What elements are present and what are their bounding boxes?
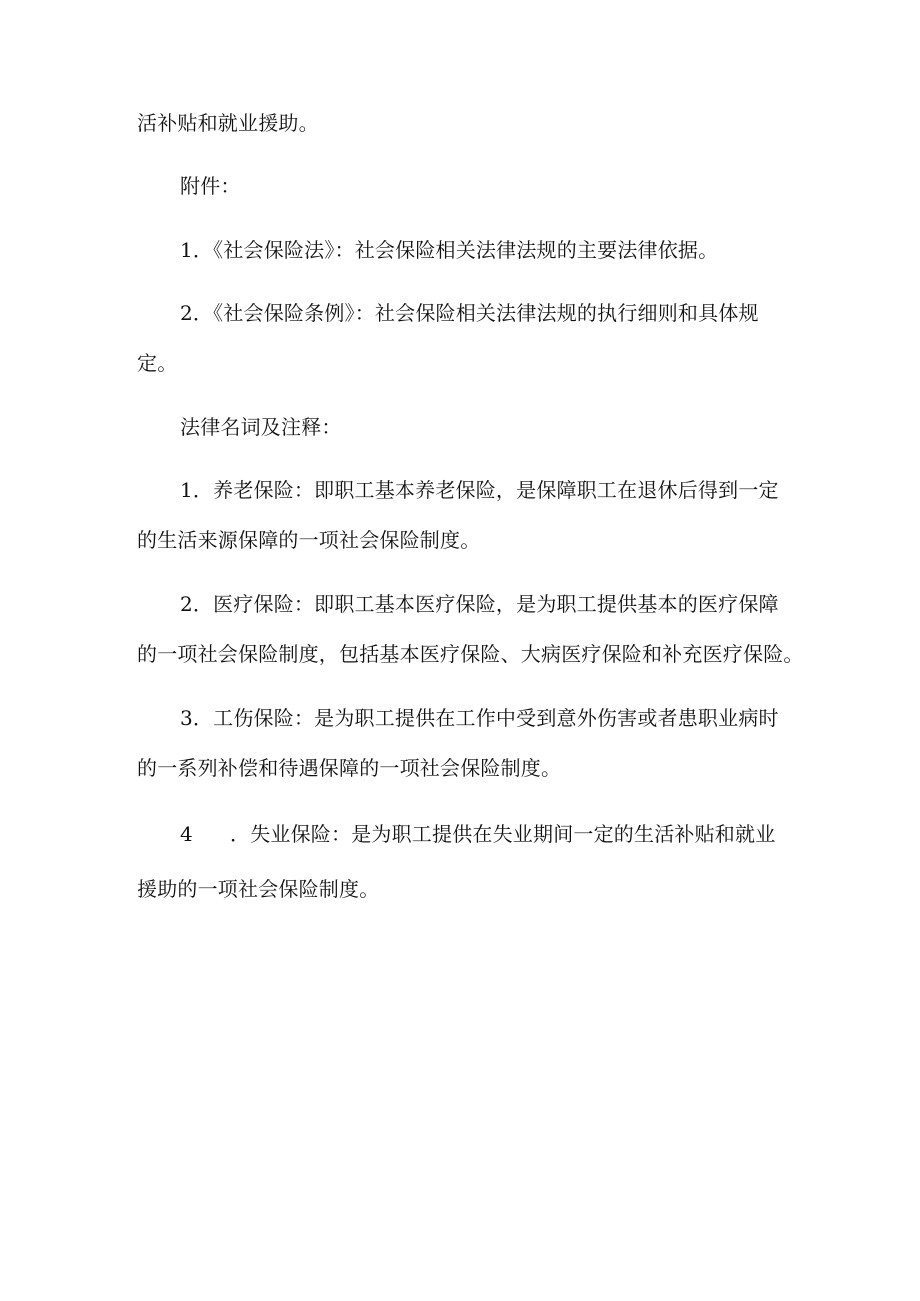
glossary-item-3-line-2: 的一系列补偿和待遇保障的一项社会保险制度。	[137, 756, 562, 780]
glossary-item-2-line-2: 的一项社会保险制度，包括基本医疗保险、大病医疗保险和补充医疗保险。	[137, 642, 804, 666]
glossary-item-1-line-2: 的生活来源保障的一项社会保险制度。	[137, 528, 481, 552]
glossary-item-4-line-2: 援助的一项社会保险制度。	[137, 877, 380, 901]
paragraph-continuation: 活补贴和就业援助。	[137, 111, 319, 135]
glossary-item-1-line-1: 1．养老保险：即职工基本养老保险，是保障职工在退休后得到一定	[180, 478, 779, 502]
glossary-item-4-number: 4	[180, 822, 193, 846]
attachment-item-2-line-1: 2．《社会保险条例》：社会保险相关法律法规的执行细则和具体规	[180, 301, 759, 325]
glossary-heading: 法律名词及注释：	[180, 415, 342, 439]
glossary-item-3-line-1: 3．工伤保险：是为职工提供在工作中受到意外伤害或者患职业病时	[180, 706, 779, 730]
attachment-item-1: 1．《社会保险法》：社会保险相关法律法规的主要法律依据。	[180, 238, 719, 262]
attachments-heading: 附件：	[180, 174, 241, 198]
attachment-item-2-line-2: 定。	[137, 351, 178, 375]
glossary-item-4-line-1: ．失业保险：是为职工提供在失业期间一定的生活补贴和就业	[230, 822, 776, 846]
glossary-item-2-line-1: 2．医疗保险：即职工基本医疗保险，是为职工提供基本的医疗保障	[180, 592, 779, 616]
